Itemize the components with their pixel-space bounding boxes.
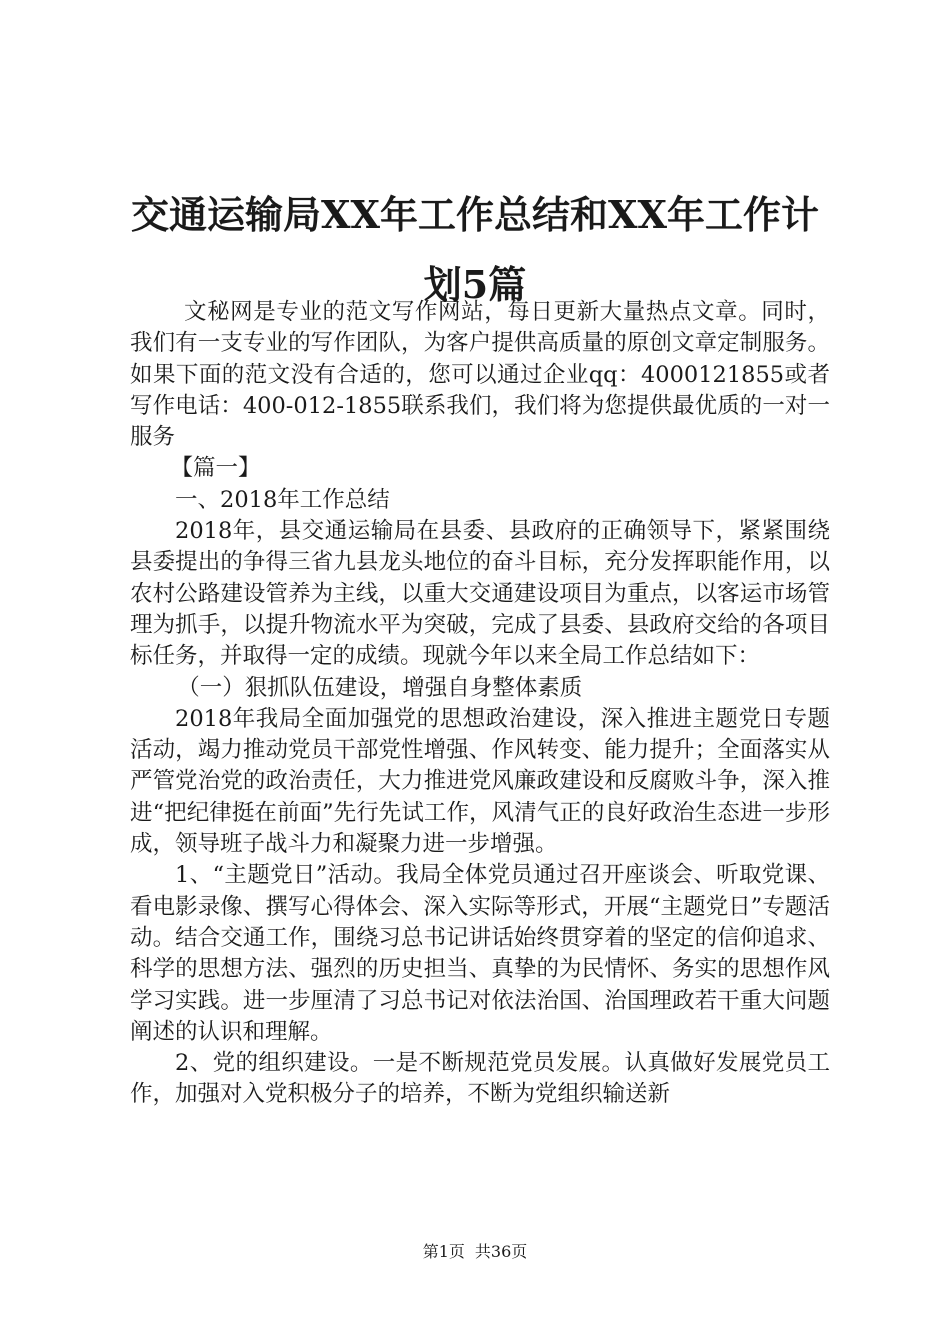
page-footer xyxy=(0,1242,950,1262)
section-heading: 【篇一】 xyxy=(170,455,261,482)
page-number: 第1页 xyxy=(422,1242,465,1261)
body-paragraph: 2018年我局全面加强党的思想政治建设，深入推进主题党日专题活动，竭力推动党员干部党性增强、作风转变、能力提升；全面落实从严管党治党的政治责任，大力推进党风廉政建设和反腐败斗争，深入推进“把纪律挺在前面”先行先试工作，风清气正的良好政治生态进一步形成，领导班子战斗力和凝聚力进一步增强。 xyxy=(130,705,830,858)
document-title: 交通运输局XX年工作总结和XX年工作计划5篇 xyxy=(131,192,819,307)
body-paragraph: 2、党的组织建设。一是不断规范党员发展。认真做好发展党员工作，加强对入党积极分子的培养，不断为党组织输送新 xyxy=(130,1050,830,1108)
subsection-heading: （一）狠抓队伍建设，增强自身整体素质 xyxy=(177,674,583,701)
section-subheading: 一、2018年工作总结 xyxy=(175,486,390,513)
page-total: 共36页 xyxy=(474,1242,528,1261)
document-body xyxy=(130,297,830,1111)
body-paragraph: 1、“主题党日”活动。我局全体党员通过召开座谈会、听取党课、看电影录像、撰写心得体会、深入实际等形式，开展“主题党日”专题活动。结合交通工作，围绕习总书记讲话始终贯穿着的坚定的信仰追求、科学的思想方法、强烈的历史担当、真挚的为民情怀、务实的思想作风学习实践。进一步厘清了习总书记对依法治国、治国理政若干重大问题阐述的认识和理解。 xyxy=(130,862,830,1045)
intro-paragraph: 文秘网是专业的范文写作网站，每日更新大量热点文章。同时，我们有一支专业的写作团队，为客户提供高质量的原创文章定制服务。如果下面的范文没有合适的，您可以通过企业qq：4000121855或者写作电话：400-012-1855联系我们，我们将为您提供最优质的一对一服务 xyxy=(130,299,830,451)
body-paragraph: 2018年，县交通运输局在县委、县政府的正确领导下，紧紧围绕县委提出的争得三省九县龙头地位的奋斗目标，充分发挥职能作用，以农村公路建设管养为主线，以重大交通建设项目为重点，以客运市场管理为抓手，以提升物流水平为突破，完成了县委、县政府交给的各项目标任务，并取得一定的成绩。现就今年以来全局工作总结如下： xyxy=(130,518,830,670)
